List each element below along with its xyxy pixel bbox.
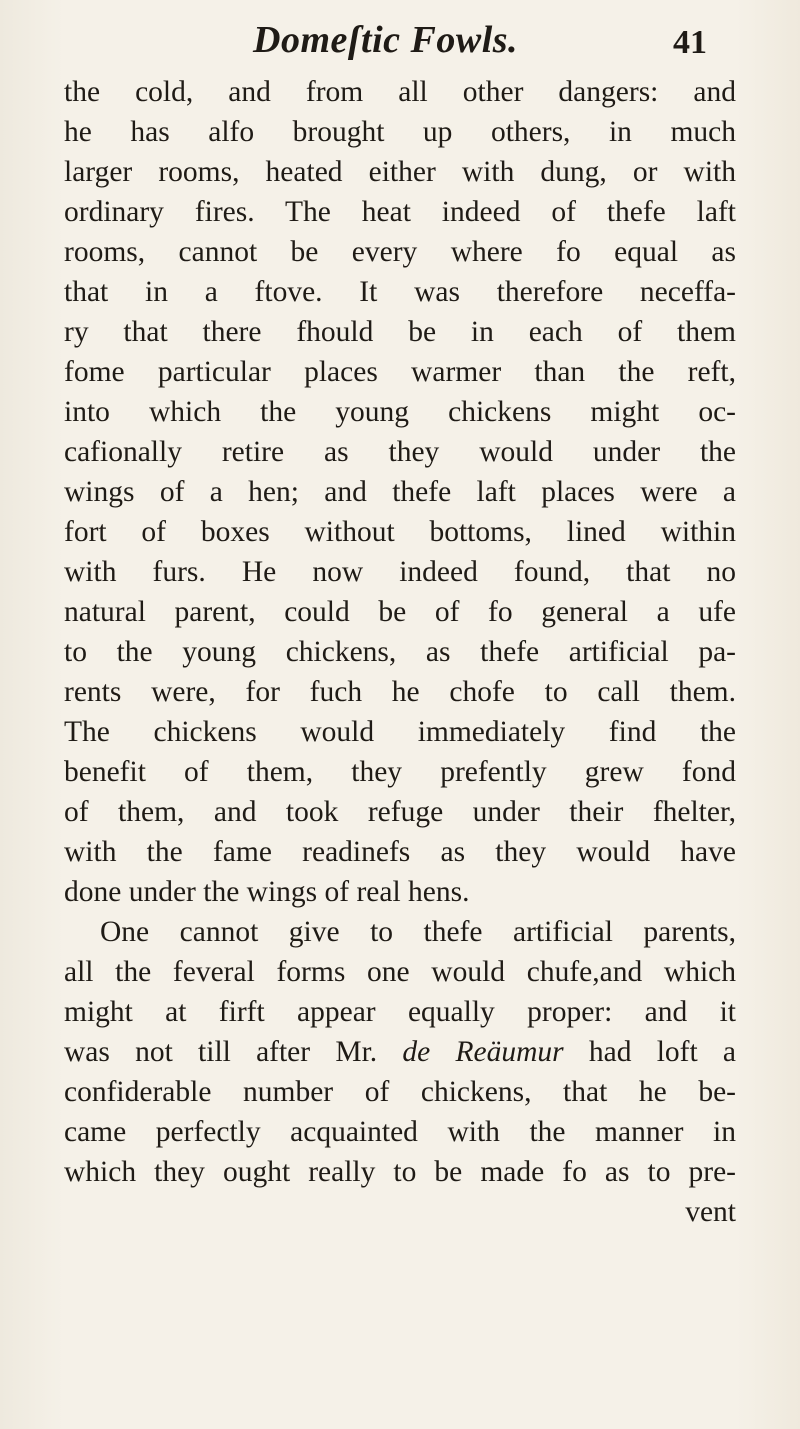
- text-line: that in a ftove. It was therefore neceffa-: [64, 276, 736, 308]
- text-line: the cold, and from all other dangers: and: [64, 76, 736, 108]
- text-line: came perfectly acquainted with the manner in: [64, 1116, 736, 1148]
- text-segment: had loft a: [563, 1036, 736, 1068]
- italic-name: de Reäumur: [402, 1036, 564, 1068]
- text-line: wings of a hen; and thefe laft places were a: [64, 476, 736, 508]
- text-line: ry that there fhould be in each of them: [64, 316, 736, 348]
- text-line: which they ought really to be made fo as to pre-: [64, 1156, 736, 1188]
- text-line: into which the young chickens might oc-: [64, 396, 736, 428]
- catchword: vent: [685, 1196, 736, 1228]
- text-line: fort of boxes without bottoms, lined within: [64, 516, 736, 548]
- text-line: The chickens would immediately find the: [64, 716, 736, 748]
- text-line: confiderable number of chickens, that he be-: [64, 1076, 736, 1108]
- text-line: all the feveral forms one would chufe,and which: [64, 956, 736, 988]
- text-line-with-name: [64, 1032, 736, 1072]
- text-line: with furs. He now indeed found, that no: [64, 556, 736, 588]
- running-title: Domeſtic Fowls.: [253, 19, 519, 61]
- text-line: ordinary fires. The heat indeed of thefe laft: [64, 196, 736, 228]
- text-line: fome particular places warmer than the reft,: [64, 356, 736, 388]
- text-line: cafionally retire as they would under the: [64, 436, 736, 468]
- body-text: [64, 72, 736, 1232]
- text-line: with the fame readinefs as they would have: [64, 836, 736, 868]
- text-line: of them, and took refuge under their fhelter,: [64, 796, 736, 828]
- paragraph-end-line: done under the wings of real hens.: [64, 876, 470, 908]
- text-line: rents were, for fuch he chofe to call them.: [64, 676, 736, 708]
- paragraph-start-line: One cannot give to thefe artificial parents,: [100, 916, 736, 948]
- text-line: benefit of them, they prefently grew fond: [64, 756, 736, 788]
- text-line: larger rooms, heated either with dung, or with: [64, 156, 736, 188]
- text-segment: was not till after Mr.: [64, 1036, 403, 1068]
- text-line: might at firft appear equally proper: and it: [64, 996, 736, 1028]
- text-line: natural parent, could be of fo general a ufe: [64, 596, 736, 628]
- page-header: [0, 18, 800, 70]
- text-line: to the young chickens, as thefe artificial pa-: [64, 636, 736, 668]
- text-line: rooms, cannot be every where fo equal as: [64, 236, 736, 268]
- page-number: 41: [673, 24, 707, 61]
- text-line: he has alfo brought up others, in much: [64, 116, 736, 148]
